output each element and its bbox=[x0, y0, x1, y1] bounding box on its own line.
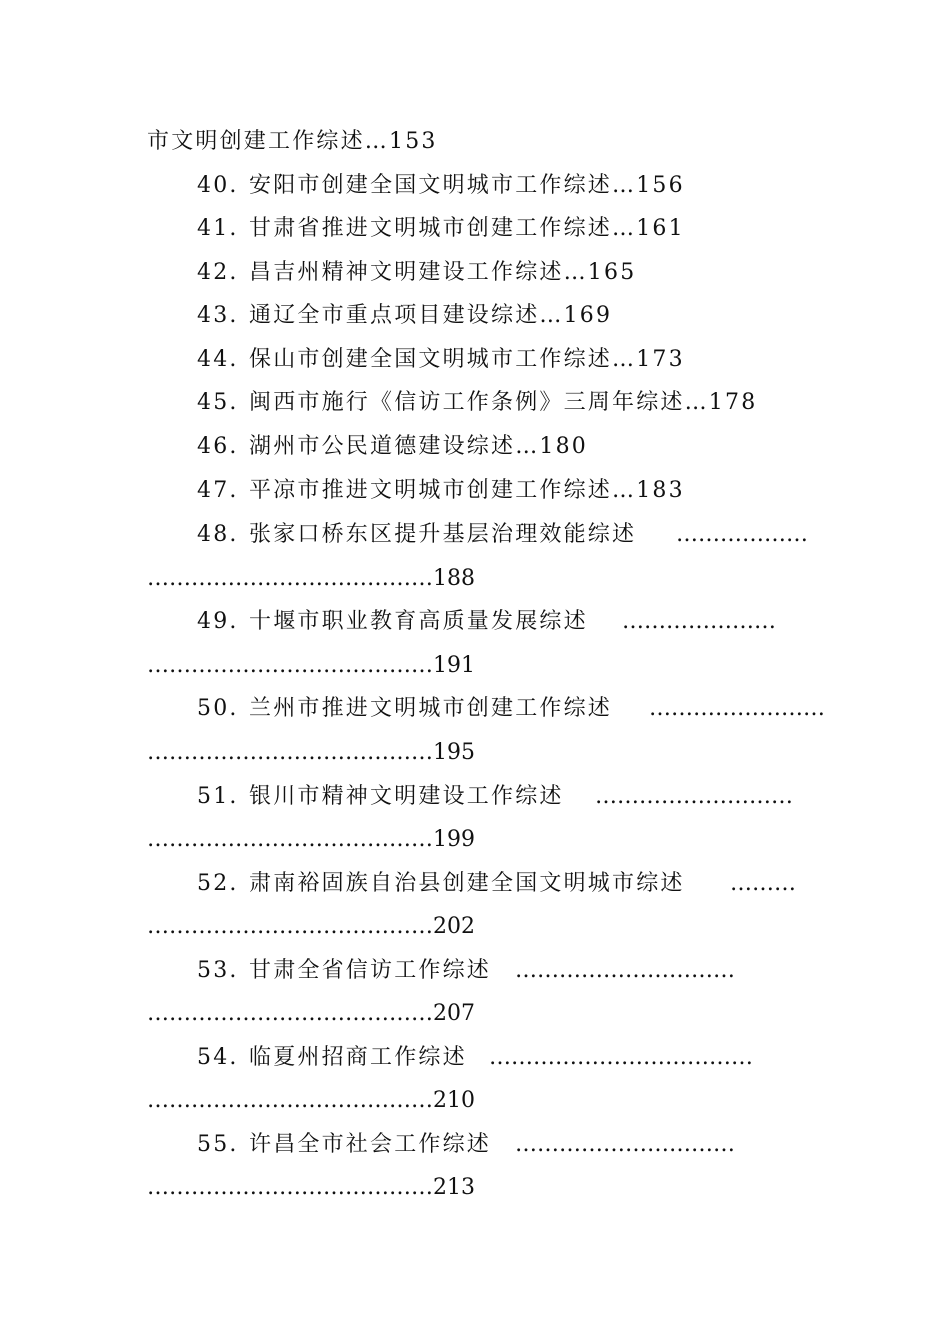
toc-entry bbox=[0, 780, 950, 814]
toc-entry-number: 44. bbox=[197, 347, 239, 372]
toc-entry bbox=[0, 256, 950, 290]
toc-entry-page-line bbox=[0, 1084, 950, 1118]
toc-entry-number: 54. bbox=[197, 1045, 239, 1070]
toc-entry-number: 48. bbox=[197, 522, 239, 547]
toc-entry-number: 51. bbox=[197, 784, 239, 809]
toc-entry-number: 53. bbox=[197, 958, 239, 983]
toc-entry bbox=[0, 299, 950, 333]
toc-dot-leader: …………………… bbox=[649, 696, 825, 721]
toc-dot-leader: ……………………… bbox=[595, 784, 793, 809]
toc-entry-title: 昌吉州精神文明建设工作综述…165 bbox=[249, 260, 637, 285]
toc-entry-page-line bbox=[0, 736, 950, 770]
toc-dot-leader: ……… bbox=[730, 871, 796, 896]
toc-entry-title: 十堰市职业教育高质量发展综述 bbox=[249, 609, 588, 634]
toc-dot-leader: ………………………… bbox=[515, 958, 735, 983]
toc-entry bbox=[0, 1041, 950, 1075]
toc-entry-page: …………………………………191 bbox=[147, 653, 475, 678]
toc-entry-number: 43. bbox=[197, 303, 239, 328]
toc-entry-title: 甘肃省推进文明城市创建工作综述…161 bbox=[249, 216, 685, 241]
toc-entry-title: 张家口桥东区提升基层治理效能综述 bbox=[249, 522, 637, 547]
toc-entry bbox=[0, 605, 950, 639]
toc-entry-title: 平凉市推进文明城市创建工作综述…183 bbox=[249, 478, 685, 503]
toc-entry-page: …………………………………210 bbox=[147, 1088, 475, 1113]
toc-entry-page-line bbox=[0, 823, 950, 857]
toc-continuation-line bbox=[0, 125, 950, 159]
toc-entry bbox=[0, 867, 950, 901]
toc-entry bbox=[0, 1128, 950, 1162]
toc-entry-title: 肃南裕固族自治县创建全国文明城市综述 bbox=[249, 871, 685, 896]
toc-entry bbox=[0, 430, 950, 464]
toc-entry-page: …………………………………202 bbox=[147, 914, 475, 939]
toc-entry-title: 安阳市创建全国文明城市工作综述…156 bbox=[249, 173, 685, 198]
toc-entry-number: 46. bbox=[197, 434, 239, 459]
toc-entry bbox=[0, 169, 950, 203]
toc-entry bbox=[0, 386, 950, 420]
toc-entry-number: 42. bbox=[197, 260, 239, 285]
toc-entry-title: 通辽全市重点项目建设综述…169 bbox=[249, 303, 613, 328]
toc-entry-page-line bbox=[0, 997, 950, 1031]
toc-entry-number: 50. bbox=[197, 696, 239, 721]
toc-entry-number: 49. bbox=[197, 609, 239, 634]
toc-entry-page: …………………………………207 bbox=[147, 1001, 475, 1026]
toc-entry bbox=[0, 692, 950, 726]
toc-entry-page: …………………………………188 bbox=[147, 566, 475, 591]
toc-entry-page-line bbox=[0, 649, 950, 683]
toc-entry bbox=[0, 474, 950, 508]
toc-entry-number: 55. bbox=[197, 1132, 239, 1157]
toc-entry bbox=[0, 954, 950, 988]
toc-entry bbox=[0, 518, 950, 552]
toc-entry-number: 47. bbox=[197, 478, 239, 503]
toc-entry-page-line bbox=[0, 910, 950, 944]
toc-entry-number: 45. bbox=[197, 390, 239, 415]
toc-entry-title: 保山市创建全国文明城市工作综述…173 bbox=[249, 347, 685, 372]
toc-entry-page-line bbox=[0, 562, 950, 596]
toc-entry-title: 银川市精神文明建设工作综述 bbox=[249, 784, 564, 809]
toc-entry-title: 兰州市推进文明城市创建工作综述 bbox=[249, 696, 613, 721]
toc-entry-title: 闽西市施行《信访工作条例》三周年综述…178 bbox=[249, 390, 758, 415]
toc-entry bbox=[0, 212, 950, 246]
toc-entry-title: 许昌全市社会工作综述 bbox=[249, 1132, 492, 1157]
toc-dot-leader: ………………… bbox=[622, 609, 776, 634]
toc-entry-page: …………………………………195 bbox=[147, 740, 475, 765]
toc-dot-leader: ……………… bbox=[676, 522, 808, 547]
toc-entry-page: …………………………………213 bbox=[147, 1175, 475, 1200]
toc-entry-page-line bbox=[0, 1171, 950, 1205]
toc-entry-title: 临夏州招商工作综述 bbox=[249, 1045, 467, 1070]
toc-entry-page: …………………………………199 bbox=[147, 827, 475, 852]
toc-dot-leader: ……………………………… bbox=[489, 1045, 753, 1070]
toc-entry-number: 40. bbox=[197, 173, 239, 198]
toc-entry-number: 52. bbox=[197, 871, 239, 896]
toc-entry-number: 41. bbox=[197, 216, 239, 241]
toc-continuation-text: 市文明创建工作综述…153 bbox=[147, 129, 438, 154]
toc-entry bbox=[0, 343, 950, 377]
toc-entry-title: 甘肃全省信访工作综述 bbox=[249, 958, 492, 983]
toc-dot-leader: ………………………… bbox=[515, 1132, 735, 1157]
toc-entry-title: 湖州市公民道德建设综述…180 bbox=[249, 434, 588, 459]
